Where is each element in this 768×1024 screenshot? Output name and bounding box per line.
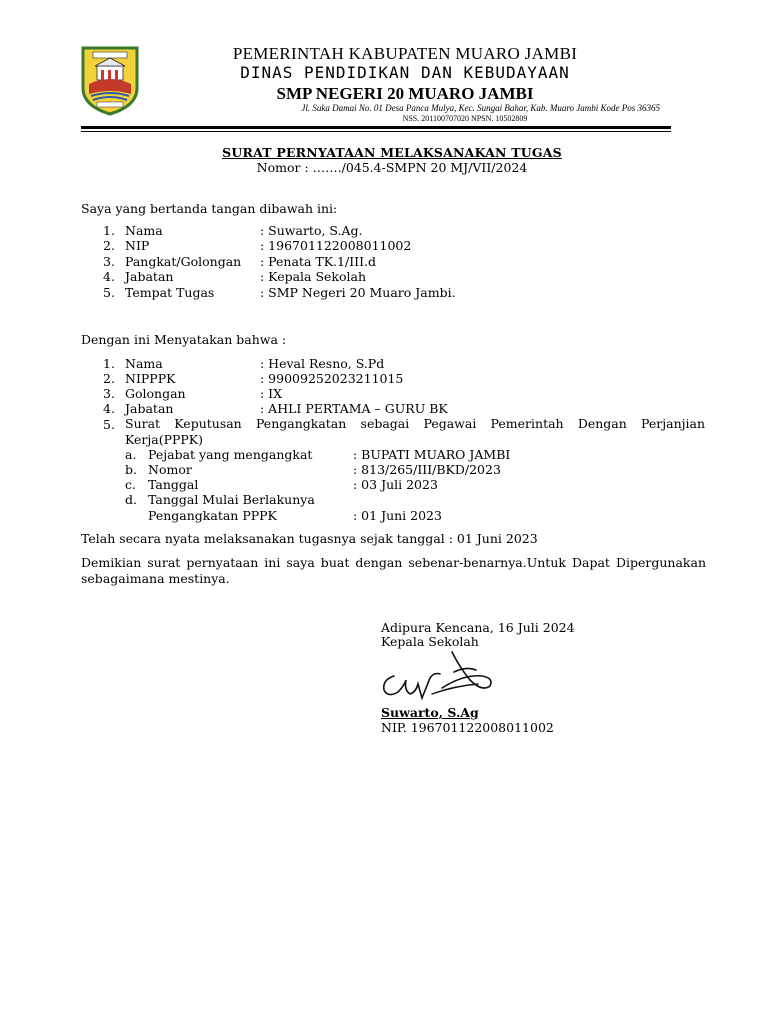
department-name: DINAS PENDIDIKAN DAN KEBUDAYAAN [240,63,570,82]
field-value: : 196701122008011002 [260,238,412,253]
field-number: 3. [103,254,115,269]
signer-position: Kepala Sekolah [381,634,479,649]
subfield-label: Pejabat yang mengangkat [148,447,313,462]
field-number: 1. [103,223,115,238]
school-address: Jl. Suka Damai No. 01 Desa Panca Mulya, Kec. Sungai Bahar, Kab. Muaro Jambi Kode Pos 36365 [301,103,660,113]
field-number: 5. [103,417,115,432]
subfield-value: : 813/265/III/BKD/2023 [353,462,501,477]
field-label: Golongan [125,386,186,401]
subfield-value: : 03 Juli 2023 [353,477,438,492]
subfield-value: : BUPATI MUARO JAMBI [353,447,511,462]
appointment-decree-text: Surat Keputusan Pengangkatan sebagai Pegawai Pemerintah Dengan Perjanjian Kerja(PPPK) [125,416,705,447]
field-number: 3. [103,386,115,401]
field-label: Nama [125,223,163,238]
field-value: : IX [260,386,283,401]
subfield-letter: d. [125,492,137,507]
subfield-letter: c. [125,477,136,492]
statement-intro: Dengan ini Menyatakan bahwa : [81,332,287,347]
field-label: Pangkat/Golongan [125,254,242,269]
subfield-label: Tanggal [148,477,199,492]
field-value: : 99009252023211015 [260,371,404,386]
field-value: : Kepala Sekolah [260,269,367,284]
field-number: 2. [103,371,115,386]
field-value: : Penata TK.1/III.d [260,254,376,269]
handwritten-signature-icon [378,648,503,708]
field-label: Jabatan [125,269,174,284]
field-label: NIPPPK [125,371,176,386]
header-divider-thick [81,126,671,129]
field-number: 4. [103,401,115,416]
field-value: : Suwarto, S.Ag. [260,223,363,238]
regency-crest-icon [79,44,141,116]
subfield-label-cont: Pengangkatan PPPK [148,508,277,523]
field-number: 5. [103,285,115,300]
subfield-letter: a. [125,447,137,462]
letter-number: Nomor : ……./045.4-SMPN 20 MJ/VII/2024 [256,160,528,175]
field-label: Tempat Tugas [125,285,215,300]
subfield-label: Tanggal Mulai Berlakunya [148,492,315,507]
field-value: : AHLI PERTAMA – GURU BK [260,401,448,416]
field-number: 4. [103,269,115,284]
government-name: PEMERINTAH KABUPATEN MUARO JAMBI [232,44,578,63]
subfield-label: Nomor [148,462,192,477]
field-label: NIP [125,238,150,253]
letter-title: SURAT PERNYATAAN MELAKSANAKAN TUGAS [222,145,562,160]
place-date: Adipura Kencana, 16 Juli 2024 [381,620,575,635]
signer-name: Suwarto, S.Ag [381,705,479,720]
subfield-letter: b. [125,462,137,477]
field-label: Jabatan [125,401,174,416]
field-number: 1. [103,356,115,371]
school-name: SMP NEGERI 20 MUARO JAMBI [276,84,534,103]
school-nss-npsn: NSS. 201100707020 NPSN. 10502809 [402,114,528,123]
intro-text: Saya yang bertanda tangan dibawah ini: [81,201,338,216]
header-divider-thin [81,131,671,132]
field-value: : SMP Negeri 20 Muaro Jambi. [260,285,456,300]
subfield-value: : 01 Juni 2023 [353,508,442,523]
closing-paragraph: Demikian surat pernyataan ini saya buat dengan sebenar-benarnya.Untuk Dapat Dipergunakan sebagaimana mestinya. [81,555,706,586]
start-statement: Telah secara nyata melaksanakan tugasnya sejak tanggal : 01 Juni 2023 [81,531,538,546]
signer-nip: NIP. 196701122008011002 [381,720,554,735]
field-number: 2. [103,238,115,253]
field-label: Nama [125,356,163,371]
field-value: : Heval Resno, S.Pd [260,356,385,371]
